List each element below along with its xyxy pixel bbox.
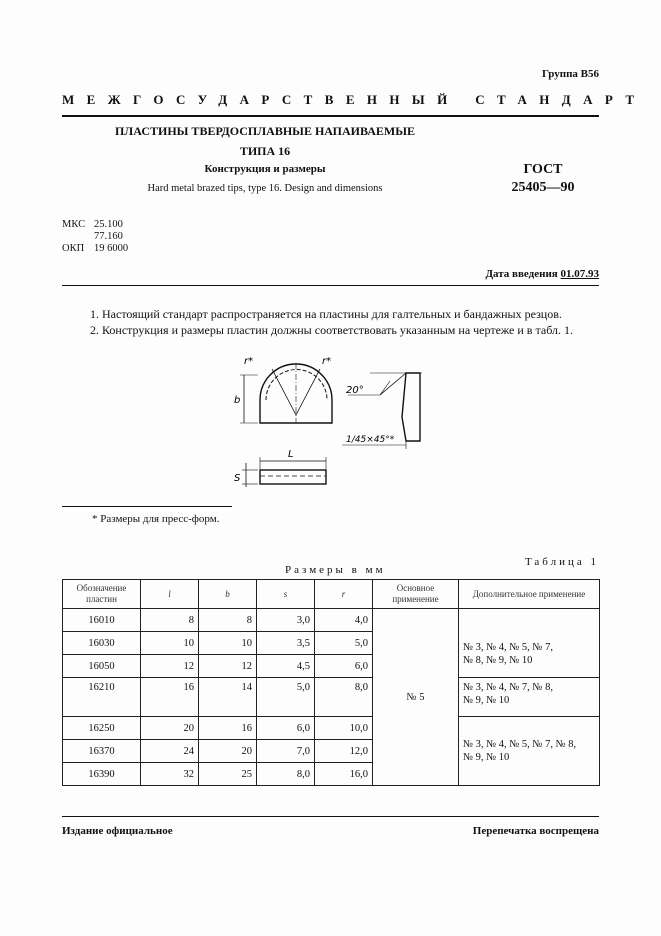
- cell-code: 16250: [63, 717, 141, 740]
- cell-s: 7,0: [257, 740, 315, 763]
- cell-code: 16390: [63, 763, 141, 786]
- cell-l: 12: [141, 655, 199, 678]
- table-row: [63, 632, 600, 655]
- english-title: Hard metal brazed tips, type 16. Design and dimensions: [147, 183, 383, 194]
- drawing-label-chamfer: 1/45×45°*: [346, 435, 395, 445]
- cell-b: 8: [199, 609, 257, 632]
- drawing-label-angle: 20°: [346, 385, 364, 396]
- dimensions-table: [62, 579, 600, 786]
- drawing-label-r-left: r*: [244, 356, 254, 367]
- cell-l: 20: [141, 717, 199, 740]
- paragraph-2: 2. Конструкция и размеры пластин должны соответствовать указанным на чертеже и в табл. 1.: [90, 323, 573, 337]
- cell-b: 25: [199, 763, 257, 786]
- table-row: [63, 678, 600, 717]
- cell-s: 6,0: [257, 717, 315, 740]
- cell-additional-empty: [459, 609, 600, 632]
- header-rule: [62, 115, 599, 117]
- cell-b: 16: [199, 717, 257, 740]
- interstate-standard-heading: МЕЖГОСУДАРСТВЕННЫЙ СТАНДАРТ: [62, 92, 647, 107]
- cell-b: 20: [199, 740, 257, 763]
- cell-r: 4,0: [315, 609, 373, 632]
- date-rule: [62, 285, 599, 286]
- gost-number: 25405—90: [511, 180, 575, 195]
- cell-code: 16030: [63, 632, 141, 655]
- title-line-3: Конструкция и размеры: [204, 163, 326, 175]
- cell-code: 16370: [63, 740, 141, 763]
- intro-date-value: 01.07.93: [560, 268, 599, 280]
- table-caption: Размеры в мм: [285, 564, 386, 576]
- header-designation: Обозначение пластин: [63, 580, 141, 609]
- mks-code-2: 77.160: [94, 231, 123, 242]
- cell-s: 4,5: [257, 655, 315, 678]
- paragraph-1: 1. Настоящий стандарт распространяется на пластины для галтельных и бандажных резцов.: [90, 307, 562, 321]
- cell-l: 16: [141, 678, 199, 717]
- mks-code-1: 25.100: [94, 219, 123, 230]
- cell-l: 10: [141, 632, 199, 655]
- header-main-application: Основное применение: [373, 580, 459, 609]
- cell-r: 6,0: [315, 655, 373, 678]
- cell-r: 5,0: [315, 632, 373, 655]
- cell-l: 32: [141, 763, 199, 786]
- cell-b: 12: [199, 655, 257, 678]
- drawing-label-s: S: [234, 473, 241, 484]
- table-header-row: [63, 580, 600, 609]
- okp-label: ОКП: [62, 243, 85, 254]
- cell-s: 8,0: [257, 763, 315, 786]
- table-label: Таблица 1: [524, 556, 599, 568]
- footer-rule: [62, 816, 599, 817]
- footer-official-edition: Издание официальное: [62, 825, 173, 837]
- footnote-rule: [62, 506, 232, 507]
- intro-date-label: Дата введения: [485, 268, 558, 280]
- drawing-label-r-right: r*: [322, 356, 332, 367]
- okp-code: 19 6000: [94, 243, 129, 254]
- cell-additional-application: № 3, № 4, № 5, № 7, № 8, № 9, № 10: [459, 717, 600, 786]
- cell-s: 3,0: [257, 609, 315, 632]
- classification-codes: [62, 219, 128, 255]
- group-code: Группа В56: [541, 68, 599, 80]
- cell-s: 5,0: [257, 678, 315, 717]
- footnote: * Размеры для пресс-форм.: [92, 513, 220, 525]
- table-row: [63, 717, 600, 740]
- title-line-1: ПЛАСТИНЫ ТВЕРДОСПЛАВНЫЕ НАПАИВАЕМЫЕ: [114, 124, 416, 138]
- introduction-date: [485, 268, 599, 280]
- header-b: b: [199, 580, 257, 609]
- cell-b: 14: [199, 678, 257, 717]
- cell-b: 10: [199, 632, 257, 655]
- cell-code: 16010: [63, 609, 141, 632]
- header-r: r: [315, 580, 373, 609]
- drawing-label-l: L: [288, 449, 294, 460]
- cell-r: 16,0: [315, 763, 373, 786]
- cell-s: 3,5: [257, 632, 315, 655]
- header-l: l: [141, 580, 199, 609]
- cell-code: 16050: [63, 655, 141, 678]
- cell-r: 8,0: [315, 678, 373, 717]
- cell-r: 10,0: [315, 717, 373, 740]
- tip-drawing: [230, 345, 430, 495]
- drawing-label-b: b: [234, 395, 241, 406]
- table-row: [63, 609, 600, 632]
- cell-additional-application: № 3, № 4, № 7, № 8, № 9, № 10: [459, 678, 600, 717]
- cell-main-application: № 5: [373, 609, 459, 786]
- footer-reprint-prohibited: Перепечатка воспрещена: [472, 825, 599, 837]
- title-line-2: ТИПА 16: [239, 144, 291, 158]
- cell-r: 12,0: [315, 740, 373, 763]
- gost-label: ГОСТ: [523, 162, 563, 177]
- cell-l: 8: [141, 609, 199, 632]
- mks-label: МКС: [62, 219, 86, 230]
- cell-additional-application: № 3, № 4, № 5, № 7, № 8, № 9, № 10: [459, 632, 600, 678]
- header-additional-application: Дополнительное применение: [459, 580, 600, 609]
- cell-code: 16210: [63, 678, 141, 717]
- cell-l: 24: [141, 740, 199, 763]
- header-s: s: [257, 580, 315, 609]
